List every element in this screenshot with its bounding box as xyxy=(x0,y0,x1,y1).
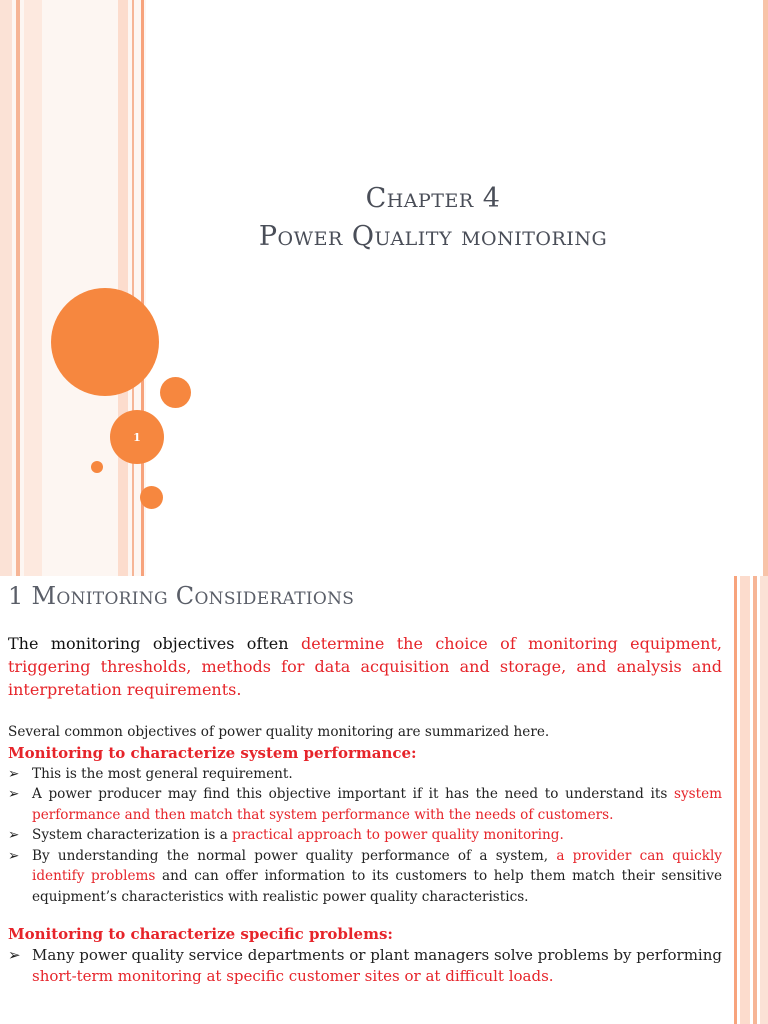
section-title-specific-problems: Monitoring to characterize specific problems: xyxy=(8,925,393,943)
list-item xyxy=(8,784,722,825)
decor-stripe xyxy=(118,0,128,576)
bullet-emphasis: short-term monitoring at specific customer sites or at difficult loads. xyxy=(32,967,554,985)
title-line-1: Chapter 4 xyxy=(365,183,501,214)
decor-stripe xyxy=(24,0,42,576)
decor-stripe xyxy=(16,0,20,576)
list-item xyxy=(8,764,722,785)
decor-stripe xyxy=(132,0,134,576)
bullet-emphasis: system performance and then match that system performance with the needs of customers. xyxy=(32,786,722,823)
decor-stripe xyxy=(753,576,757,1024)
list-item xyxy=(8,825,722,846)
decor-circle-large xyxy=(51,288,159,396)
bullet-text: A power producer may find this objective important if it has the need to understand its xyxy=(32,786,674,802)
intro-paragraph xyxy=(8,632,722,701)
intro-emphasis: determine the choice of monitoring equipment, triggering thresholds, methods for data acquisition and storage, and analysis and interpretation requirements xyxy=(8,634,722,699)
decor-stripe xyxy=(760,576,768,1024)
bullet-text: By understanding the normal power quality performance of a system, xyxy=(32,847,557,864)
decor-circle-tiny xyxy=(91,461,103,473)
content-slide xyxy=(0,576,768,1024)
bullet-text: and can offer information to its customers to help them match their sensitive equipment’s characteristics with realistic power quality characteristics. xyxy=(32,868,723,905)
slide-body xyxy=(8,632,722,987)
bullet-emphasis: a provider can quickly identify problems xyxy=(32,847,722,884)
arrow-bullet-icon: ➢ xyxy=(8,946,21,964)
list-item xyxy=(8,945,722,987)
section-title-system-performance: Monitoring to characterize system performance: xyxy=(8,743,417,762)
bullet-list-specific-problems xyxy=(8,945,722,987)
bullet-list-system-performance xyxy=(8,764,722,908)
summary-text: Several common objectives of power quality monitoring are summarized here. xyxy=(8,724,550,740)
decor-stripe xyxy=(0,0,12,576)
bullet-text: This is the most general requirement. xyxy=(32,765,293,782)
decor-circle-small xyxy=(160,377,191,408)
bullet-text: System characterization is a xyxy=(32,827,233,843)
decor-stripe xyxy=(740,576,750,1024)
decor-stripe xyxy=(763,0,768,576)
slide-heading: 1 Monitoring Considerations xyxy=(8,582,355,610)
list-item xyxy=(8,846,722,908)
bullet-emphasis: practical approach to power quality monitoring. xyxy=(232,827,564,843)
decor-circle-small xyxy=(140,486,163,509)
intro-end: . xyxy=(236,680,242,699)
slide-title xyxy=(146,180,720,256)
intro-text: The monitoring objectives often xyxy=(8,634,301,653)
decor-stripe xyxy=(734,576,737,1024)
arrow-bullet-icon: ➢ xyxy=(8,827,20,843)
arrow-bullet-icon: ➢ xyxy=(8,847,20,864)
arrow-bullet-icon: ➢ xyxy=(8,786,20,802)
title-card xyxy=(146,0,764,576)
title-line-2: Power Quality monitoring xyxy=(258,221,608,252)
page-number: 1 xyxy=(133,430,141,444)
arrow-bullet-icon: ➢ xyxy=(8,765,20,782)
bullet-text: Many power quality service departments or plant managers solve problems by performing xyxy=(32,946,722,964)
